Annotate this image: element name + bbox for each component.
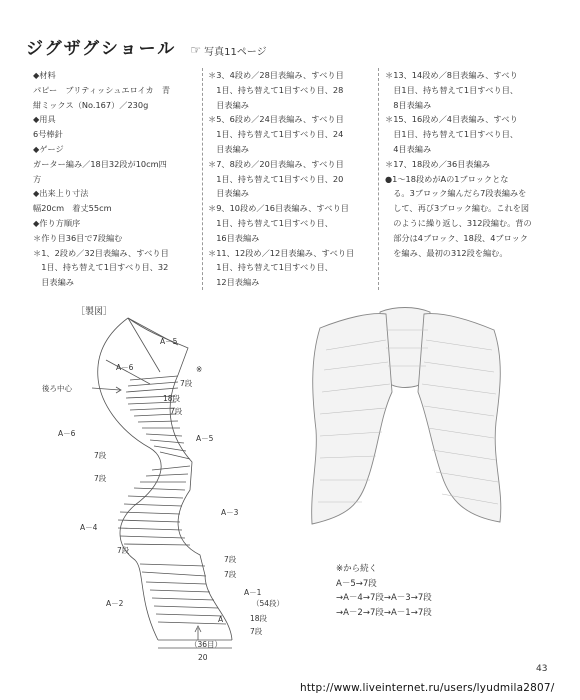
text-line: 幅20cm 着丈55cm [33,203,112,214]
text-line: 目表編み [208,99,249,110]
label-a1: A－1 [244,588,262,597]
label-a5-right: A－5 [196,434,214,443]
page-title: ジグザグショール [26,39,177,59]
continuation-line: →A－2→7段→A－1→7段 [336,607,432,618]
text-line: を編み、最初の312段を編む。 [385,247,508,258]
materials-heading: ◆材料 [33,70,56,80]
label-a6-top: A－6 [116,363,134,372]
label-a2: A－2 [106,599,124,608]
text-line: 1目、持ち替えて1目すべり目、32 [33,262,169,273]
short-row-lines-3 [140,564,226,624]
text-line: ＊9、10段め／16目表編み、すべり目 [208,203,349,214]
text-line: る。3ブロック編んだら7段表編みを [385,188,527,199]
label-rows: 18段 [163,394,181,403]
text-line: ●1～18段めがAの1ブロックとな [385,173,509,184]
text-line: 1目、持ち替えて1目すべり目、24 [208,129,344,140]
text-line: 1目、持ち替えて1目すべり目、28 [208,84,344,95]
text-line: 紺ミックス（No.167）／230g [33,99,149,110]
text-line: 目表編み [208,188,249,199]
label-stitches: （36目） [190,640,223,649]
label-rows: 7段 [224,570,237,579]
continuation-title: ※から続く [336,564,378,574]
text-line: 4目表編み [385,143,432,154]
text-line: パピー ブリティッシュエロイカ 青 [33,84,171,95]
text-line: ＊5、6段め／24目表編み、すべり目 [208,114,344,125]
label-rows: 7段 [117,546,130,555]
label-a4: A－4 [80,523,98,532]
photo-reference-text: 写真11ページ [204,46,267,58]
continuation-notes [336,562,432,620]
label-rows: 18段 [250,614,268,623]
text-line: ＊作り目36目で7段編む [33,232,123,243]
pointing-hand-icon: ☞ [190,43,202,57]
continuation-line: →A－4→7段→A－3→7段 [336,593,432,603]
label-a6-left: A－6 [58,429,76,438]
text-line: 目1目、持ち替えて1目すべり目、 [385,129,519,140]
text-line: ガーター編み／18目32段が10cm四 [33,158,167,169]
text-line: ＊11、12段め／12目表編み、すべり目 [208,247,355,258]
continuation-line: A－5→7段 [336,578,377,589]
label-block-a: A [218,615,224,624]
label-rows: 7段 [94,451,107,460]
text-line: 部分は4ブロック、18段、4ブロック [385,232,528,243]
tools-heading: ◆用具 [33,114,56,125]
text-line: 16目表編み [208,232,260,243]
text-line: のように繰り返し、312段編む。背の [385,217,532,228]
label-rows: 7段 [224,555,237,564]
text-line: 目表編み [33,277,74,288]
text-line: 8目表編み [385,99,432,110]
label-width: 20 [198,653,208,662]
watermark-url: http://www.liveinternet.ru/users/lyudmila2807/ [300,682,555,694]
label-rows: （54段） [252,599,285,608]
text-line: 12目表編み [208,277,260,288]
text-line: ＊17、18段め／36目表編み [385,158,490,169]
label-back-center: 後ろ中心 [42,384,72,393]
text-line: 1目、持ち替えて1目すべり目、 [208,217,333,228]
text-line: ＊3、4段め／28目表編み、すべり目 [208,70,344,80]
text-line: して、再び3ブロック編む。これを図 [385,203,530,214]
label-a5-top: A－5 [160,337,178,346]
back-center-arrow [92,388,120,390]
label-a3: A－3 [221,508,239,517]
text-line: ＊15、16段め／4目表編み、すべり [385,114,518,125]
text-line: 目表編み [208,143,249,154]
text-line: 1目、持ち替えて1目すべり目、20 [208,173,344,184]
text-line: ＊7、8段め／20目表編み、すべり目 [208,158,344,169]
steps-heading: ◆作り方順序 [33,217,81,228]
text-line: ＊1、2段め／32目表編み、すべり目 [33,247,169,258]
size-heading: ◆出来上り寸法 [33,188,89,199]
label-rows: 7段 [250,627,263,636]
shawl-illustration [290,300,530,540]
gauge-heading: ◆ゲージ [33,143,64,154]
page-number: 43 [536,664,548,674]
diagram-label: ［製図］ [76,307,113,317]
label-star: ※ [196,365,203,374]
text-line: 6号棒針 [33,129,63,140]
text-line: 1目、持ち替えて1目すべり目、 [208,262,333,273]
label-rows: 7段 [170,407,183,416]
label-rows: 7段 [180,379,193,388]
text-line: 方 [33,173,42,184]
text-line: ＊13、14段め／8目表編み、すべり [385,70,518,80]
text-line: 目1目、持ち替えて1目すべり目、 [385,84,519,95]
label-rows: 7段 [94,474,107,483]
